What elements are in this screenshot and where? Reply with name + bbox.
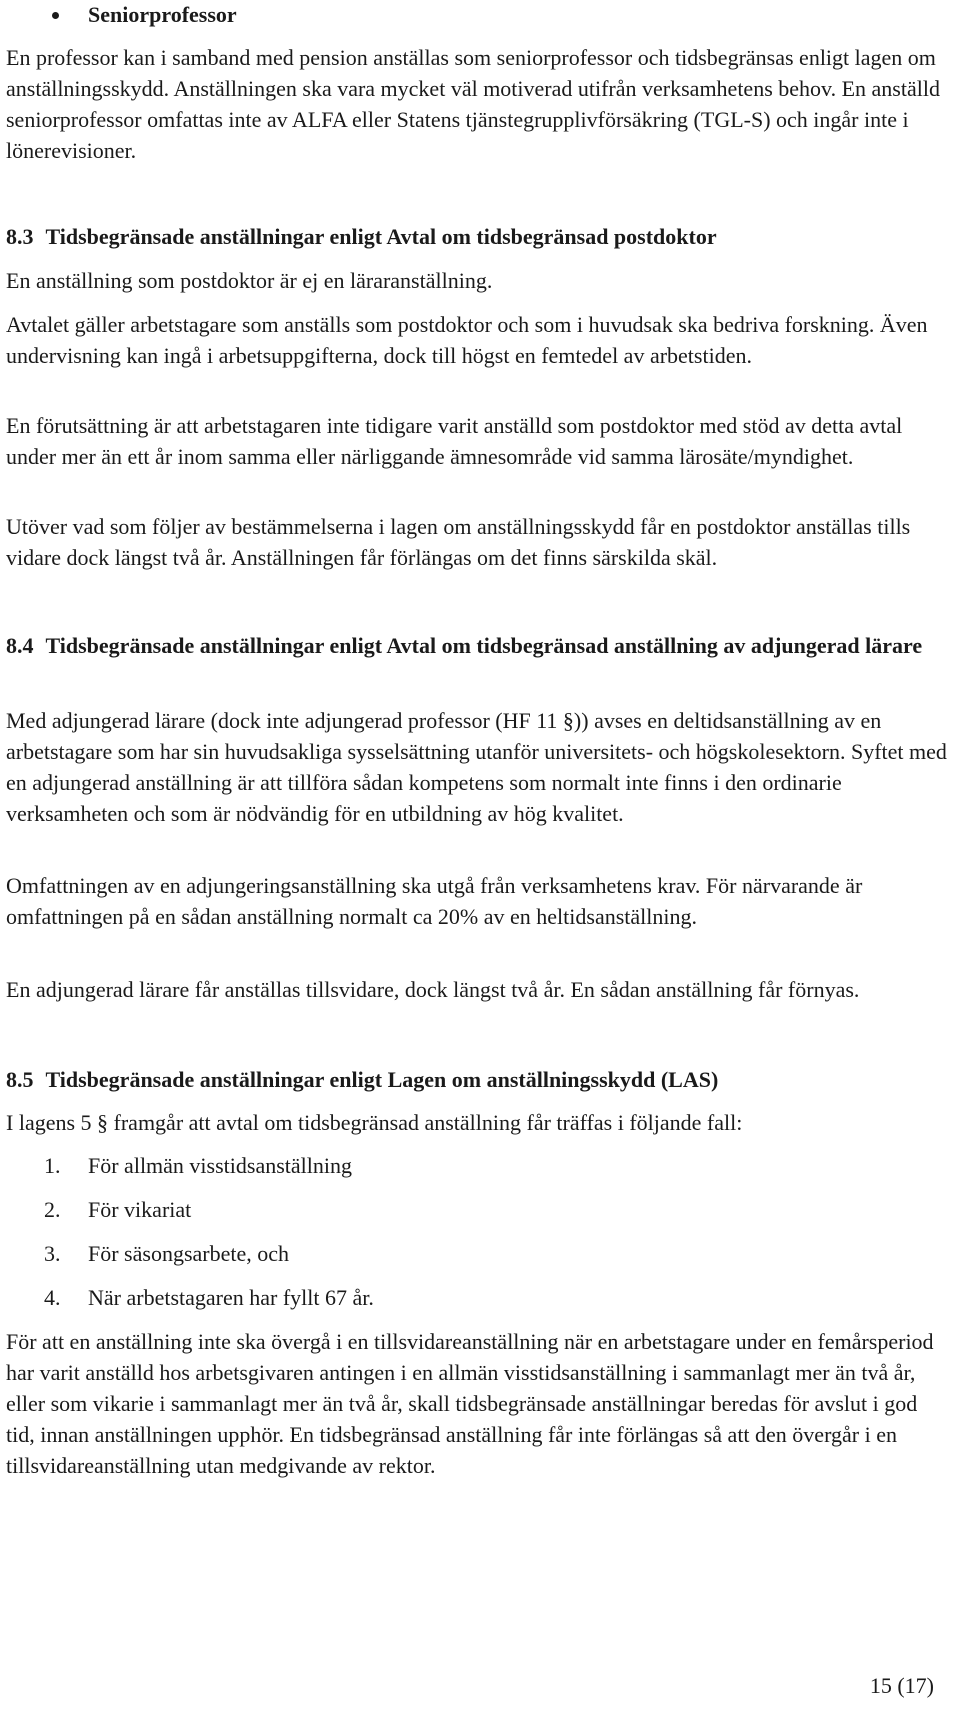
bullet-heading <box>0 0 960 31</box>
bullet-heading-text: Seniorprofessor <box>88 2 237 27</box>
list-item-text: För vikariat <box>88 1197 192 1222</box>
paragraph-8-3-4: Utöver vad som följer av bestämmelserna i lagen om anställningsskydd får en postdoktor anställas tills vidare dock längst två år. Anställningen får förlängas om det finns särskilda skäl. <box>6 514 911 570</box>
bullet-dot-icon <box>52 12 59 19</box>
list-item-number: 2. <box>44 1197 61 1222</box>
paragraph-8-3-2: Avtalet gäller arbetstagare som anställs som postdoktor och som i huvudsak ska bedriva forskning. Även undervisning kan ingå i arbetsuppgifterna, dock till högst en femtedel av arbetstiden. <box>6 312 928 368</box>
list-item <box>44 1150 352 1181</box>
paragraph-8-4-1: Med adjungerad lärare (dock inte adjungerad professor (HF 11 §)) avses en deltidsanställning av en arbetstagare som har sin huvudsakliga sysselsättning utanför universitets- och högskolesektorn. Syftet med en adjungerad anställning är att tillföra sådan kompetens som normalt inte finns i den ordinarie verksamheten och som är nödvändig för en utbildning av hög kvalitet. <box>6 708 947 826</box>
list-item-number: 1. <box>44 1153 61 1178</box>
paragraph-8-5-final: För att en anställning inte ska övergå i en tillsvidareanställning när en arbetstagare under en femårsperiod har varit anställd hos arbetsgivaren antingen i en allmän visstidsanställning i sammanlagt mer än två år, eller som vikarie i sammanlagt mer än två år, skall tidsbegränsade anställningar beredas för avslut i god tid, innan anställningen upphör. En tidsbegränsad anställning får inte förlängas så att den övergår i en tillsvidareanställning utan medgivande av rektor. <box>6 1329 934 1478</box>
section-title: Tidsbegränsade anställningar enligt Lagen om anställningsskydd (LAS) <box>45 1067 719 1092</box>
list-item-number: 4. <box>44 1285 61 1310</box>
page-number: 15 (17) <box>869 1673 934 1698</box>
paragraph-8-4-2: Omfattningen av en adjungeringsanställning ska utgå från verksamhetens krav. För närvarande är omfattningen på en sådan anställning normalt ca 20% av en heltidsanställning. <box>6 873 863 929</box>
paragraph-seniorprofessor: En professor kan i samband med pension anställas som seniorprofessor och tidsbegränsas enligt lagen om anställningsskydd. Anställningen ska vara mycket väl motiverad utifrån verksamhetens behov. En anställd seniorprofessor omfattas inte av ALFA eller Statens tjänstegrupplivförsäkring (TGL-S) och ingår inte i lönerevisioner. <box>6 45 940 163</box>
list-item-text: För allmän visstidsanställning <box>88 1153 352 1178</box>
section-number: 8.4 <box>6 633 34 658</box>
list-item <box>44 1194 191 1225</box>
section-title: Tidsbegränsade anställningar enligt Avtal om tidsbegränsad postdoktor <box>45 224 717 249</box>
section-number: 8.5 <box>6 1067 34 1092</box>
paragraph-8-3-3: En förutsättning är att arbetstagaren inte tidigare varit anställd som postdoktor med stöd av detta avtal under mer än ett år inom samma eller närliggande ämnesområde vid samma lärosäte/myndighet. <box>6 413 903 469</box>
paragraph-8-5-intro: I lagens 5 § framgår att avtal om tidsbegränsad anställning får träffas i följande fall: <box>6 1110 743 1135</box>
section-title: Tidsbegränsade anställningar enligt Avtal om tidsbegränsad anställning av adjungerad lärare <box>45 633 923 658</box>
list-item <box>44 1238 289 1269</box>
section-heading-8-3 <box>6 221 950 252</box>
section-heading-8-4 <box>6 630 950 661</box>
list-item-number: 3. <box>44 1241 61 1266</box>
list-item-text: För säsongsarbete, och <box>88 1241 290 1266</box>
paragraph-8-3-1: En anställning som postdoktor är ej en läraranställning. <box>6 268 493 293</box>
paragraph-8-4-3: En adjungerad lärare får anställas tillsvidare, dock längst två år. En sådan anställning får förnyas. <box>6 977 860 1002</box>
list-item <box>44 1282 374 1313</box>
section-heading-8-5 <box>6 1064 950 1095</box>
list-item-text: När arbetstagaren har fyllt 67 år. <box>88 1285 374 1310</box>
section-number: 8.3 <box>6 224 34 249</box>
